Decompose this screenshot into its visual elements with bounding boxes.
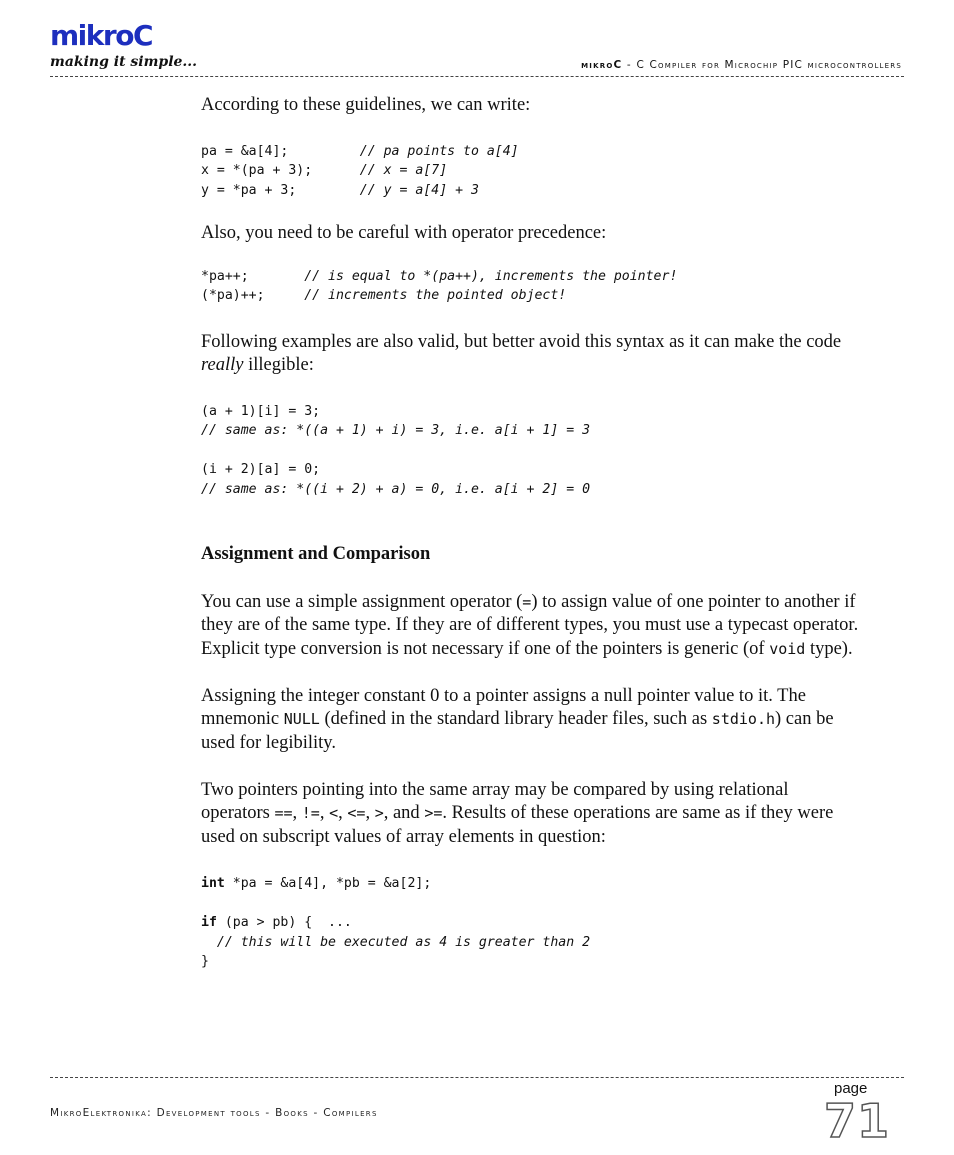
text-run: type). [805, 638, 853, 659]
code-keyword: if [201, 915, 217, 930]
code-line: } [201, 954, 209, 969]
inline-code: >= [424, 804, 443, 822]
text-run: . Results of these operations are same as if they were used on subscript values of array elements in question: [201, 803, 834, 847]
header-divider [50, 76, 904, 77]
paragraph-valid-examples [201, 331, 861, 378]
code-line [201, 480, 861, 500]
mikroc-logo: mikroC [50, 19, 152, 52]
code-comment: // same as: *((i + 2) + a) = 0, i.e. a[i + 2] = 0 [201, 481, 591, 497]
code-blank-line [201, 894, 861, 914]
code-line [201, 913, 861, 933]
text-run: , [292, 803, 302, 823]
text-run: ) to assign value of one pointer to another if they are of the same type. If they are of different types, you must use a typecast operator. Explicit type conversion is not necessary if one of the pointers is generic (of [201, 591, 859, 659]
inline-code: != [301, 804, 320, 822]
text-run: , [365, 803, 375, 823]
text-run: (defined in the standard library header files, such as [319, 709, 712, 729]
section-heading: Assignment and Comparison [201, 544, 431, 564]
code-line [201, 286, 861, 306]
code-comment: // pa points to a[4] [359, 143, 519, 159]
page-label: page [834, 1080, 868, 1097]
code-keyword: int [201, 876, 225, 891]
running-header-title [581, 59, 902, 71]
code-line [201, 267, 861, 287]
code-text: (*pa)++; [201, 288, 305, 303]
code-line [201, 933, 861, 953]
code-line [201, 181, 861, 201]
code-indent [201, 935, 217, 950]
code-text: y = *pa + 3; [201, 182, 360, 198]
code-block-precedence [201, 267, 861, 306]
inline-code: = [522, 592, 532, 611]
code-block-pointer-arithmetic [201, 142, 861, 201]
logo-tagline: making it simple... [50, 54, 198, 70]
paragraph-precedence: Also, you need to be careful with operator precedence: [201, 223, 607, 243]
inline-code: stdio.h [711, 710, 776, 728]
code-comment: // is equal to *(pa++), increments the pointer! [304, 268, 678, 284]
inline-code: < [329, 804, 339, 822]
inline-code: == [274, 804, 293, 822]
inline-code: > [374, 804, 384, 822]
code-block-comparison [201, 874, 861, 972]
code-text: x = *(pa + 3); [201, 163, 360, 178]
text-run: You can use a simple assignment operator ( [201, 591, 523, 612]
text-run: Assigning the integer constant 0 to a pointer assigns a null pointer value to it. The mnemonic [201, 685, 806, 729]
paragraph-guidelines: According to these guidelines, we can write: [201, 95, 531, 115]
paragraph-assignment [201, 591, 861, 662]
inline-code: NULL [283, 710, 320, 728]
code-blank-line [201, 441, 861, 461]
code-line [201, 874, 861, 894]
code-comment: // this will be executed as 4 is greater than 2 [216, 934, 591, 950]
code-line [201, 142, 861, 162]
text-run: illegible: [243, 355, 314, 375]
header-title-brand: mikroC [581, 59, 623, 71]
text-run: Two pointers pointing into the same array may be compared by using relational operators [201, 779, 789, 823]
code-line: (a + 1)[i] = 3; [201, 403, 321, 419]
paragraph-comparison [201, 779, 861, 850]
text-run: ) can be used for legibility. [201, 709, 834, 753]
text-run: , [319, 803, 330, 823]
text-run: Following examples are also valid, but better avoid this syntax as it can make the code [201, 331, 842, 352]
code-comment: // x = a[7] [359, 163, 448, 178]
inline-code: void [769, 639, 806, 658]
text-run: , and [383, 803, 425, 823]
code-comment: // same as: *((a + 1) + i) = 3, i.e. a[i + 1] = 3 [201, 423, 591, 438]
text-run: , [338, 803, 348, 823]
code-line: (i + 2)[a] = 0; [201, 462, 321, 477]
page-content [201, 94, 861, 972]
footer-publisher-text: MikroElektronika: Development tools - Books - Compilers [50, 1107, 378, 1119]
inline-code: <= [347, 804, 366, 822]
paragraph-null-pointer [201, 685, 861, 756]
code-line [201, 421, 861, 441]
code-block-illegible-syntax [201, 402, 861, 500]
code-comment: // increments the pointed object! [304, 288, 567, 303]
emphasis-really: really [201, 355, 244, 375]
footer-divider [50, 1077, 904, 1078]
code-text: (pa > pb) { ... [216, 915, 352, 930]
code-text: *pa++; [201, 268, 305, 284]
page-number: 71 [824, 1094, 891, 1148]
code-text: pa = &a[4]; [201, 143, 360, 159]
code-text: *pa = &a[4], *pb = &a[2]; [224, 876, 432, 891]
header-title-rest: - C Compiler for Microchip PIC microcontrollers [622, 59, 902, 71]
code-comment: // y = a[4] + 3 [359, 182, 479, 198]
code-line [201, 161, 861, 181]
